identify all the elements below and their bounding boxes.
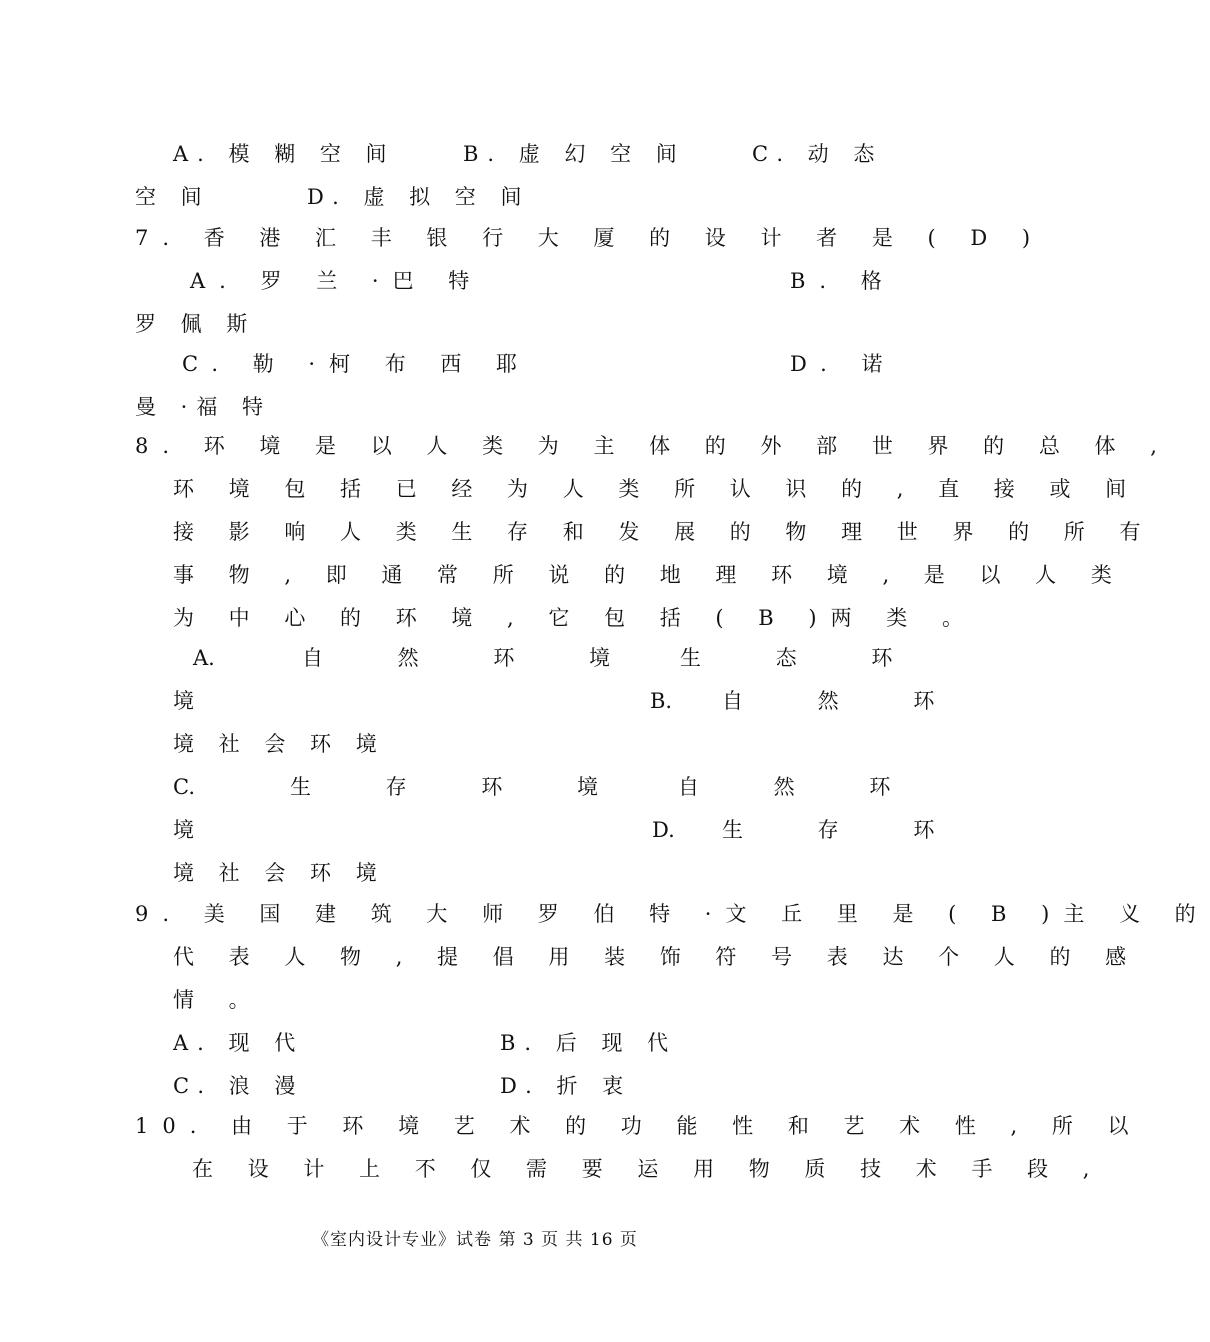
q9-option-d: D. 折 衷 bbox=[500, 1074, 633, 1098]
q7-stem: 7. 香 港 汇 丰 银 行 大 厦 的 设 计 者 是 ( D ) bbox=[135, 226, 1045, 250]
q7-option-b: B. 格 bbox=[790, 269, 896, 293]
q8-option-a-text-2: 生 态 环 bbox=[680, 646, 927, 670]
page-footer: 《室内设计专业》试卷 第 3 页 共 16 页 bbox=[312, 1230, 638, 1250]
q6-option-b: B. 虚 幻 空 间 bbox=[463, 142, 686, 166]
q9-stem-line-1: 9. 美 国 建 筑 大 师 罗 伯 特 ·文 丘 里 是 ( B )主 义 的 bbox=[135, 902, 1210, 926]
q8-option-c-label: C. bbox=[173, 775, 195, 799]
q8-option-b-text: 自 然 环 bbox=[722, 689, 969, 713]
q8-option-d-continued: 境 社 会 环 境 bbox=[173, 861, 386, 885]
q7-option-d-continued: 曼 ·福 特 bbox=[135, 395, 273, 419]
q8-option-c-text-2: 自 然 环 bbox=[678, 775, 925, 799]
q8-option-a-continued: 境 bbox=[173, 689, 194, 713]
q7-option-a: A. 罗 兰 ·巴 特 bbox=[190, 269, 484, 293]
q6-option-c-continued: 空 间 bbox=[135, 185, 211, 209]
q9-option-c: C. 浪 漫 bbox=[173, 1074, 305, 1098]
q10-stem-line-2: 在 设 计 上 不 仅 需 要 运 用 物 质 技 术 手 段 , bbox=[192, 1157, 1104, 1181]
q8-option-a-text: 自 然 环 境 bbox=[302, 646, 645, 670]
q8-stem-line-4: 事 物 , 即 通 常 所 说 的 地 理 环 境 , 是 以 人 类 bbox=[173, 563, 1126, 587]
q7-option-b-continued: 罗 佩 斯 bbox=[135, 312, 257, 336]
q8-option-b-continued: 境 社 会 环 境 bbox=[173, 732, 386, 756]
q9-option-a: A. 现 代 bbox=[173, 1031, 305, 1055]
q8-stem-line-1: 8. 环 境 是 以 人 类 为 主 体 的 外 部 世 界 的 总 体 , bbox=[135, 434, 1171, 458]
q8-stem-line-2: 环 境 包 括 已 经 为 人 类 所 认 识 的 , 直 接 或 间 bbox=[173, 477, 1141, 501]
q6-option-a: A. 模 糊 空 间 bbox=[173, 142, 396, 166]
q7-option-c: C. 勒 ·柯 布 西 耶 bbox=[182, 352, 532, 376]
q8-option-c-continued: 境 bbox=[173, 818, 194, 842]
q8-option-d-label: D. bbox=[652, 818, 675, 842]
q6-option-c: C. 动 态 bbox=[752, 142, 884, 166]
q8-option-b-label: B. bbox=[650, 689, 673, 713]
q8-option-d-text: 生 存 环 bbox=[722, 818, 969, 842]
q7-option-d: D. 诺 bbox=[790, 352, 897, 376]
q8-stem-line-3: 接 影 响 人 类 生 存 和 发 展 的 物 理 世 界 的 所 有 bbox=[173, 520, 1155, 544]
q6-option-d: D. 虚 拟 空 间 bbox=[307, 185, 531, 209]
q8-stem-line-5: 为 中 心 的 环 境 , 它 包 括 ( B )两 类 。 bbox=[173, 606, 977, 630]
q10-stem-line-1: 10. 由 于 环 境 艺 术 的 功 能 性 和 艺 术 性 , 所 以 bbox=[135, 1114, 1143, 1138]
q9-option-b: B. 后 现 代 bbox=[500, 1031, 678, 1055]
q9-stem-line-2: 代 表 人 物 , 提 倡 用 装 饰 符 号 表 达 个 人 的 感 bbox=[173, 945, 1141, 969]
q8-option-a-label: A. bbox=[193, 646, 215, 670]
q8-option-c-text: 生 存 环 境 bbox=[290, 775, 633, 799]
q9-stem-line-3: 情 。 bbox=[173, 988, 264, 1012]
